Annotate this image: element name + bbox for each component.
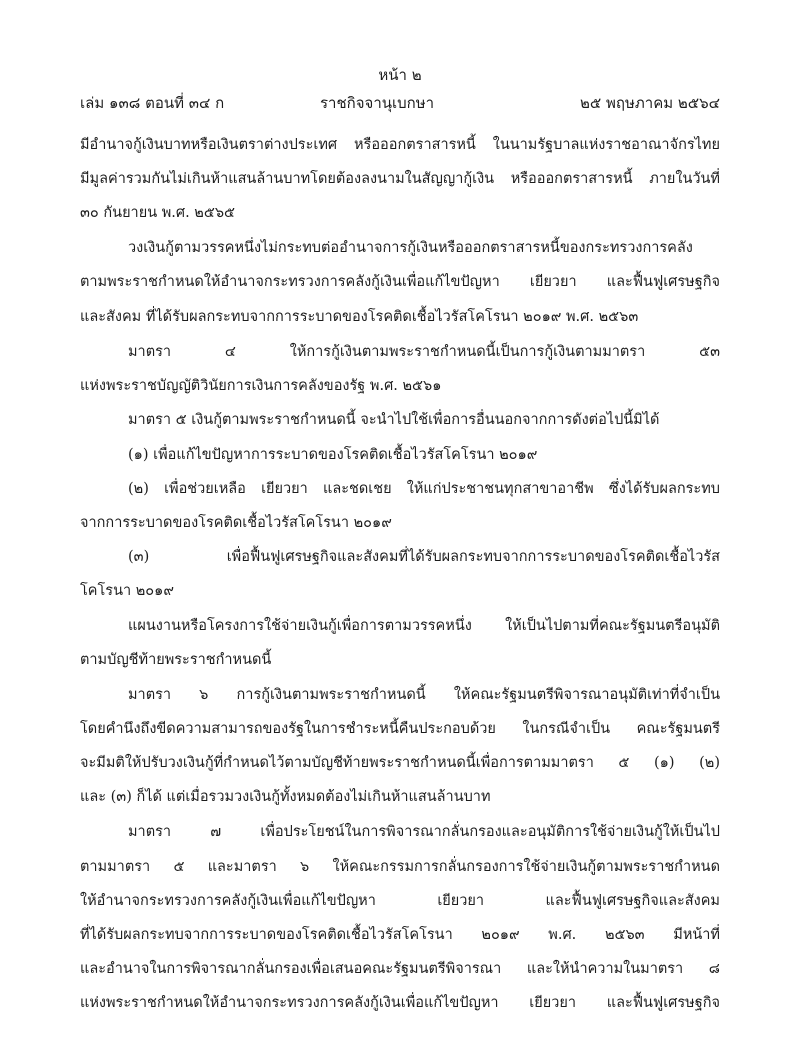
volume-issue: เล่ม ๑๓๘ ตอนที่ ๓๔ ก [80, 94, 225, 112]
text-line: และสังคม ที่ได้รับผลกระทบจากการระบาดของโรคติดเชื้อไวรัสโคโรนา ๒๐๑๙ พ.ศ. ๒๕๖๓ [80, 309, 639, 325]
text-line: วงเงินกู้ตามวรรคหนึ่งไม่กระทบต่ออำนาจการกู้เงินหรือออกตราสารหนี้ของกระทรวงการคลัง [128, 240, 693, 256]
section-7-line: มาตรา ๗ เพื่อประโยชน์ในการพิจารณากลั่นกรองและอนุมัติการใช้จ่ายเงินกู้ให้เป็นไป [128, 824, 720, 840]
text-line: แห่งพระราชกำหนดให้อำนาจกระทรวงการคลังกู้เงินเพื่อแก้ไขปัญหา เยียวยา และฟื้นฟูเศรษฐกิจ [80, 995, 720, 1011]
text-line: ตามมาตรา ๕ และมาตรา ๖ ให้คณะกรรมการกลั่นกรองการใช้จ่ายเงินกู้ตามพระราชกำหนด [80, 859, 720, 875]
text-line: โคโรนา ๒๐๑๙ [80, 583, 174, 599]
page-number: หน้า ๒ [378, 66, 422, 84]
text-line: จะมีมติให้ปรับวงเงินกู้ที่กำหนดไว้ตามบัญชีท้ายพระราชกำหนดนี้เพื่อการตามมาตรา ๕ (๑) (๒) [80, 755, 720, 771]
text-line: และอำนาจในการพิจารณากลั่นกรองเพื่อเสนอคณะรัฐมนตรีพิจารณา และให้นำความในมาตรา ๘ [80, 961, 720, 977]
text-line: ตามบัญชีท้ายพระราชกำหนดนี้ [80, 652, 272, 668]
text-line: ที่ได้รับผลกระทบจากการระบาดของโรคติดเชื้อไวรัสโคโรนา ๒๐๑๙ พ.ศ. ๒๕๖๓ มีหน้าที่ [80, 927, 720, 943]
text-line: แผนงานหรือโครงการใช้จ่ายเงินกู้เพื่อการตามวรรคหนึ่ง ให้เป็นไปตามที่คณะรัฐมนตรีอนุมัติ [128, 618, 720, 634]
text-line: มีอำนาจกู้เงินบาทหรือเงินตราต่างประเทศ หรือออกตราสารหนี้ ในนามรัฐบาลแห่งราชอาณาจักรไทย [80, 137, 720, 153]
publication-date: ๒๕ พฤษภาคม ๒๕๖๔ [580, 94, 720, 112]
list-item-3: (๓) เพื่อฟื้นฟูเศรษฐกิจและสังคมที่ได้รับผลกระทบจากการระบาดของโรคติดเชื้อไวรัส [128, 549, 720, 565]
list-item-1: (๑) เพื่อแก้ไขปัญหาการระบาดของโรคติดเชื้อไวรัสโคโรนา ๒๐๑๙ [128, 447, 538, 463]
text-line: โดยคำนึงถึงขีดความสามารถของรัฐในการชำระหนี้คืนประกอบด้วย ในกรณีจำเป็น คณะรัฐมนตรี [80, 721, 720, 737]
publication-title: ราชกิจจานุเบกษา [320, 94, 435, 112]
section-5-line: มาตรา ๕ เงินกู้ตามพระราชกำหนดนี้ จะนำไปใช้เพื่อการอื่นนอกจากการดังต่อไปนี้มิได้ [128, 412, 660, 428]
text-line: จากการระบาดของโรคติดเชื้อไวรัสโคโรนา ๒๐๑๙ [80, 515, 392, 531]
text-line: มีมูลค่ารวมกันไม่เกินห้าแสนล้านบาทโดยต้องลงนามในสัญญากู้เงิน หรือออกตราสารหนี้ ภายในวันที่ [80, 171, 720, 187]
text-line: และ (๓) ก็ได้ แต่เมื่อรวมวงเงินกู้ทั้งหมดต้องไม่เกินห้าแสนล้านบาท [80, 789, 491, 805]
text-line: แห่งพระราชบัญญัติวินัยการเงินการคลังของรัฐ พ.ศ. ๒๕๖๑ [80, 378, 442, 394]
text-line: ๓๐ กันยายน พ.ศ. ๒๕๖๕ [80, 205, 236, 221]
section-4-line: มาตรา ๔ ให้การกู้เงินตามพระราชกำหนดนี้เป็นการกู้เงินตามมาตรา ๕๓ [128, 344, 720, 360]
text-line: ให้อำนาจกระทรวงการคลังกู้เงินเพื่อแก้ไขปัญหา เยียวยา และฟื้นฟูเศรษฐกิจและสังคม [80, 893, 720, 909]
section-6-line: มาตรา ๖ การกู้เงินตามพระราชกำหนดนี้ ให้คณะรัฐมนตรีพิจารณาอนุมัติเท่าที่จำเป็น [128, 687, 720, 703]
list-item-2: (๒) เพื่อช่วยเหลือ เยียวยา และชดเชย ให้แก่ประชาชนทุกสาขาอาชีพ ซึ่งได้รับผลกระทบ [128, 481, 720, 497]
text-line: ตามพระราชกำหนดให้อำนาจกระทรวงการคลังกู้เงินเพื่อแก้ไขปัญหา เยียวยา และฟื้นฟูเศรษฐกิจ [80, 274, 720, 290]
